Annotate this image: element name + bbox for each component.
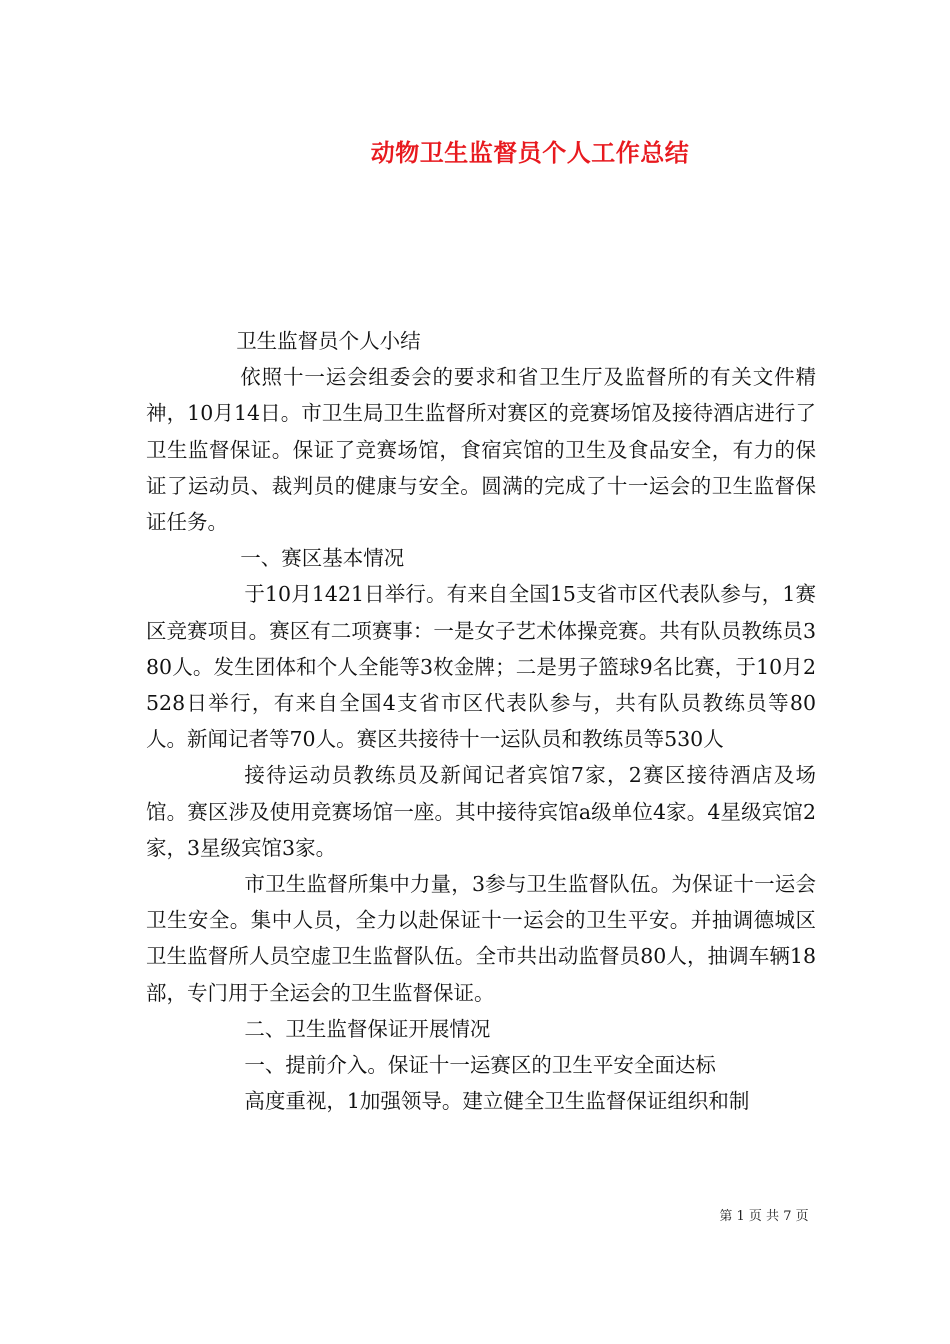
paragraph-intro: 依照十一运会组委会的要求和省卫生厅及监督所的有关文件精神，10月14日。市卫生局卫生监督所对赛区的竞赛场馆及接待酒店进行了卫生监督保证。保证了竞赛场馆，食宿宾馆的卫生及食品安全，有力的保证了运动员、裁判员的健康与安全。圆满的完成了十一运会的卫生监督保证任务。 [146,365,816,535]
paragraph-hotels: 接待运动员教练员及新闻记者宾馆7家，2赛区接待酒店及场馆。赛区涉及使用竞赛场馆一座。其中接待宾馆a级单位4家。4星级宾馆2家，3星级宾馆3家。 [146,763,816,860]
paragraph-subtitle: 卫生监督员个人小结 [236,329,421,353]
paragraph-leadership: 高度重视，1加强领导。建立健全卫生监督保证组织和制 [244,1089,750,1114]
paragraph-staffing: 市卫生监督所集中力量，3参与卫生监督队伍。为保证十一运会卫生安全。集中人员，全力以赴保证十一运会的卫生平安。并抽调德城区卫生监督所人员空虚卫生监督队伍。全市共出动监督员80人，抽调车辆18部，专门用于全运会的卫生监督保证。 [146,872,816,1005]
subsection-heading-early-intervention: 一、提前介入。保证十一运赛区的卫生平安全面达标 [244,1053,716,1078]
document-title: 动物卫生监督员个人工作总结 [370,138,690,167]
section-heading-basic-info: 一、赛区基本情况 [240,546,405,571]
section-heading-progress: 二、卫生监督保证开展情况 [244,1016,491,1041]
paragraph-event-details: 于10月1421日举行。有来自全国15支省市区代表队参与，1赛区竞赛项目。赛区有二项赛事：一是女子艺术体操竞赛。共有队员教练员380人。发生团体和个人全能等3枚金牌；二是男子篮球9名比赛，于10月2528日举行，有来自全国4支省市区代表队参与，共有队员教练员等80人。新闻记者等70人。赛区共接待十一运队员和教练员等530人 [146,582,816,752]
document-body [146,323,816,1119]
page-number: 第 1 页 共 7 页 [719,1209,809,1224]
